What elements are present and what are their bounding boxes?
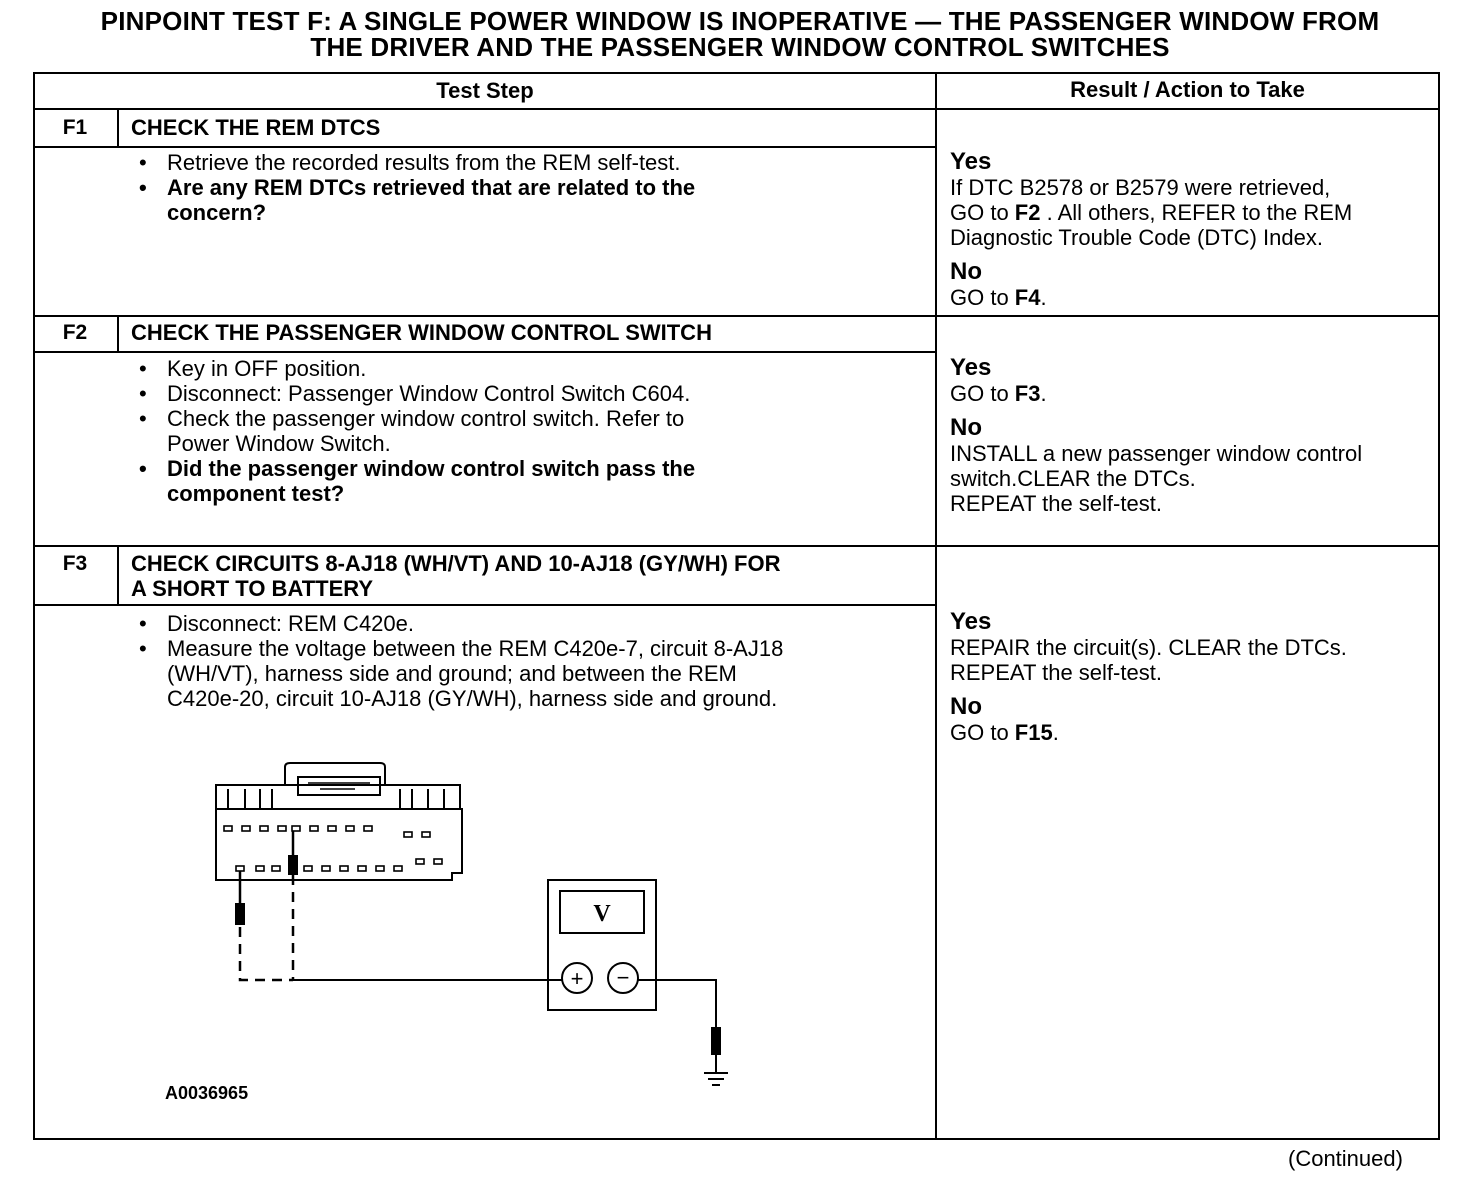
ground-probe bbox=[711, 1027, 721, 1055]
step-id-f1: F1 bbox=[62, 116, 88, 139]
connector-latch bbox=[285, 763, 385, 785]
step-body-f1 bbox=[131, 150, 695, 225]
continued-note: (Continued) bbox=[1288, 1146, 1403, 1171]
step-body-f2 bbox=[131, 356, 695, 506]
goto-link: F3 bbox=[1014, 381, 1041, 406]
goto-link: F4 bbox=[1014, 285, 1041, 310]
no-label: No bbox=[950, 258, 982, 285]
col-header-result: Result / Action to Take bbox=[1070, 77, 1305, 102]
yes-label: Yes bbox=[950, 354, 992, 381]
title-line-2: THE DRIVER AND THE PASSENGER WINDOW CONTROL SWITCHES bbox=[310, 32, 1170, 62]
action-item: • Disconnect: REM C420e. bbox=[131, 611, 783, 636]
goto-link: F2 bbox=[1014, 200, 1041, 225]
no-label: No bbox=[950, 693, 982, 720]
no-label: No bbox=[950, 414, 982, 441]
minus-symbol: − bbox=[616, 965, 630, 990]
step-title-f2: CHECK THE PASSENGER WINDOW CONTROL SWITCH bbox=[131, 320, 712, 345]
step-id-f2: F2 bbox=[62, 321, 88, 344]
probe-tip-upper bbox=[288, 855, 298, 875]
voltmeter-symbol: V bbox=[593, 901, 611, 927]
probe-tip-lower bbox=[235, 903, 245, 925]
meter-lead-negative bbox=[638, 980, 716, 1030]
voltage-test-diagram bbox=[200, 755, 740, 1095]
step-title-f3: CHECK CIRCUITS 8-AJ18 (WH/VT) AND 10-AJ18 (GY/WH) FOR A SHORT TO BATTERY bbox=[131, 551, 781, 601]
action-item: • Check the passenger window control switch. Refer to Power Window Switch. bbox=[131, 406, 695, 456]
action-item: • Measure the voltage between the REM C420e-7, circuit 8-AJ18 (WH/VT), harness side and ground; and between the REM C420e-20, circuit 10-AJ18 (GY/WH), harness side and ground. bbox=[131, 636, 783, 711]
connector-body bbox=[216, 809, 462, 880]
title-line-1: PINPOINT TEST F: A SINGLE POWER WINDOW IS INOPERATIVE — THE PASSENGER WINDOW FROM bbox=[100, 6, 1380, 36]
result-f2: Yes GO to F3. No INSTALL a new passenger window control switch.CLEAR the DTCs. REPEAT the self-test. bbox=[950, 354, 1363, 516]
yes-label: Yes bbox=[950, 148, 992, 175]
dashed-lead-left bbox=[240, 927, 293, 980]
action-item: • Key in OFF position. bbox=[131, 356, 695, 381]
question-item: • Are any REM DTCs retrieved that are related to the concern? bbox=[131, 175, 695, 225]
action-item: • Disconnect: Passenger Window Control Switch C604. bbox=[131, 381, 695, 406]
goto-link: F15 bbox=[1014, 720, 1053, 745]
figure-label: A0036965 bbox=[165, 1083, 249, 1103]
action-item: • Retrieve the recorded results from the REM self-test. bbox=[131, 150, 695, 175]
connector-pins-row-1 bbox=[224, 826, 430, 837]
plus-symbol: + bbox=[570, 966, 584, 991]
step-title-f1: CHECK THE REM DTCS bbox=[131, 115, 381, 140]
page-title bbox=[20, 8, 1460, 60]
connector-pins-row-2 bbox=[236, 859, 442, 871]
step-body-f3 bbox=[131, 611, 783, 711]
question-item: • Did the passenger window control switch pass the component test? bbox=[131, 456, 695, 506]
result-f3: Yes REPAIR the circuit(s). CLEAR the DTCs. REPEAT the self-test. No GO to F15. bbox=[950, 608, 1347, 745]
voltmeter bbox=[548, 880, 656, 1010]
col-header-test-step: Test Step bbox=[436, 78, 534, 103]
ground-icon bbox=[704, 1055, 728, 1085]
yes-label: Yes bbox=[950, 608, 992, 635]
result-f1: Yes If DTC B2578 or B2579 were retrieved, GO to F2 . All others, REFER to the REM Diagnostic Trouble Code (DTC) Index. No GO to F4. bbox=[950, 148, 1353, 310]
step-id-f3: F3 bbox=[62, 552, 88, 575]
